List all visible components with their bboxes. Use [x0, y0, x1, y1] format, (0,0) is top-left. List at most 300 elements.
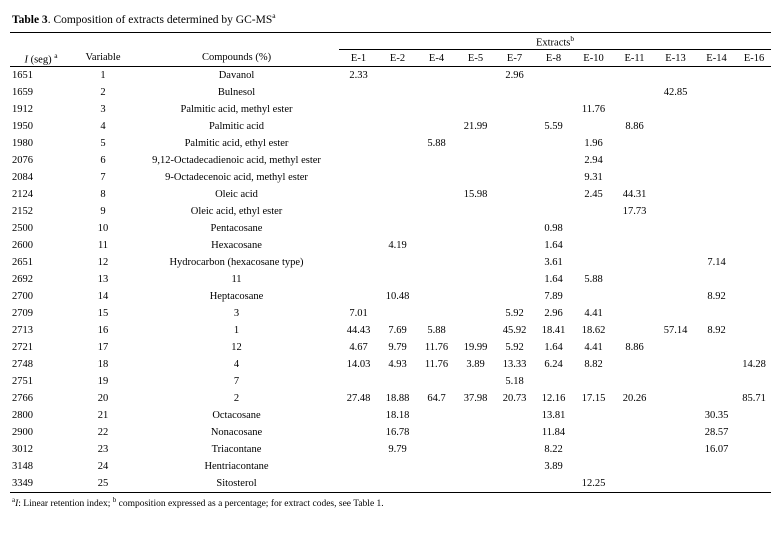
cell-value-e-4 — [417, 288, 456, 305]
cell-value-e-13 — [655, 101, 696, 118]
cell-value-e-1 — [339, 458, 378, 475]
cell-value-e-7: 5.92 — [505, 342, 524, 354]
cell-value-e-16 — [737, 254, 771, 271]
table-row — [10, 424, 771, 441]
cell-compound: Palmitic acid, methyl ester — [180, 103, 293, 115]
cell-value-e-11: 44.31 — [622, 189, 647, 201]
cell-value-e-2 — [378, 67, 417, 85]
cell-value-e-8: 18.41 — [541, 325, 566, 337]
cell-value-e-2 — [378, 84, 417, 101]
cell-variable: 4 — [100, 121, 106, 133]
cell-value-e-16 — [737, 441, 771, 458]
cell-value-e-1 — [339, 237, 378, 254]
cell-value-e-1 — [339, 152, 378, 169]
cell-value-e-11 — [614, 152, 655, 169]
cell-compound: Hydrocarbon (hexacosane type) — [169, 256, 304, 268]
cell-variable: 7 — [100, 172, 106, 184]
header-extract-e-11: E-11 — [614, 50, 655, 67]
cell-value-e-5 — [456, 373, 495, 390]
header-extract-e-5: E-5 — [456, 50, 495, 67]
cell-retention-index: 2152 — [12, 206, 33, 218]
cell-variable: 17 — [97, 342, 109, 354]
cell-value-e-8: 1.64 — [544, 342, 563, 354]
cell-compound: Davanol — [218, 69, 255, 81]
cell-value-e-7 — [495, 118, 534, 135]
cell-value-e-8: 0.98 — [544, 223, 563, 235]
cell-value-e-11: 8.86 — [625, 342, 644, 354]
cell-value-e-7 — [495, 84, 534, 101]
cell-value-e-2 — [378, 254, 417, 271]
cell-value-e-11 — [614, 424, 655, 441]
header-extract-e-1: E-1 — [339, 50, 378, 67]
table-row — [10, 254, 771, 271]
cell-value-e-13 — [655, 339, 696, 356]
cell-value-e-14 — [696, 390, 737, 407]
cell-value-e-5 — [456, 220, 495, 237]
cell-value-e-4 — [417, 118, 456, 135]
cell-value-e-1: 14.03 — [346, 359, 371, 371]
cell-value-e-10: 2.94 — [584, 155, 603, 167]
table-row — [10, 390, 771, 407]
cell-value-e-4 — [417, 373, 456, 390]
cell-value-e-10: 4.41 — [584, 342, 603, 354]
table-row — [10, 220, 771, 237]
cell-value-e-7 — [495, 152, 534, 169]
cell-value-e-16 — [737, 271, 771, 288]
cell-variable: 10 — [97, 223, 109, 235]
cell-value-e-10 — [573, 237, 614, 254]
cell-value-e-16 — [737, 169, 771, 186]
cell-value-e-1 — [339, 475, 378, 493]
cell-value-e-16 — [737, 152, 771, 169]
header-spacer — [10, 32, 339, 50]
table-row — [10, 373, 771, 390]
cell-value-e-13 — [655, 288, 696, 305]
cell-value-e-8: 1.64 — [544, 274, 563, 286]
cell-value-e-10: 11.76 — [581, 104, 606, 116]
cell-value-e-4 — [417, 220, 456, 237]
cell-retention-index: 3148 — [12, 461, 33, 473]
cell-value-e-13 — [655, 305, 696, 322]
header-extract-e-2: E-2 — [378, 50, 417, 67]
cell-variable: 6 — [100, 155, 106, 167]
cell-value-e-11 — [614, 237, 655, 254]
cell-value-e-4 — [417, 203, 456, 220]
cell-value-e-7: 5.18 — [505, 376, 524, 388]
cell-value-e-8: 3.61 — [544, 257, 563, 269]
cell-value-e-8 — [534, 67, 573, 85]
cell-value-e-16 — [737, 101, 771, 118]
cell-value-e-14 — [696, 237, 737, 254]
cell-value-e-10: 17.15 — [581, 393, 606, 405]
cell-compound: Pentacosane — [210, 222, 263, 234]
cell-value-e-13 — [655, 407, 696, 424]
cell-value-e-4 — [417, 101, 456, 118]
cell-value-e-2 — [378, 203, 417, 220]
cell-value-e-16: 85.71 — [742, 393, 766, 405]
cell-value-e-16 — [737, 288, 771, 305]
cell-value-e-4 — [417, 84, 456, 101]
cell-retention-index: 1950 — [12, 121, 33, 133]
cell-variable: 24 — [97, 461, 109, 473]
cell-value-e-13 — [655, 152, 696, 169]
cell-compound: 3 — [233, 307, 240, 319]
cell-value-e-7 — [495, 220, 534, 237]
cell-value-e-13 — [655, 356, 696, 373]
cell-value-e-1: 44.43 — [346, 325, 371, 337]
cell-value-e-5: 37.98 — [463, 393, 488, 405]
cell-compound: Octacosane — [212, 409, 261, 421]
cell-retention-index: 2900 — [12, 427, 33, 439]
cell-value-e-4 — [417, 475, 456, 493]
cell-value-e-14 — [696, 356, 737, 373]
cell-value-e-8 — [534, 152, 573, 169]
cell-value-e-1 — [339, 254, 378, 271]
cell-retention-index: 1659 — [12, 87, 33, 99]
cell-value-e-4 — [417, 424, 456, 441]
cell-value-e-5 — [456, 288, 495, 305]
cell-value-e-4 — [417, 169, 456, 186]
cell-retention-index: 2692 — [12, 274, 33, 286]
cell-value-e-11: 20.26 — [622, 393, 647, 405]
cell-value-e-16 — [737, 475, 771, 493]
cell-value-e-14 — [696, 203, 737, 220]
cell-value-e-10: 12.25 — [573, 475, 614, 493]
cell-variable: 13 — [97, 274, 109, 286]
cell-value-e-1 — [339, 271, 378, 288]
cell-variable: 9 — [100, 206, 106, 218]
cell-compound: Triacontane — [211, 443, 262, 455]
cell-value-e-1 — [339, 186, 378, 203]
cell-value-e-10: 9.31 — [584, 172, 603, 184]
cell-value-e-1 — [339, 118, 378, 135]
cell-value-e-11 — [614, 441, 655, 458]
cell-variable: 11 — [97, 240, 109, 252]
cell-compound: Oleic acid — [215, 188, 258, 200]
table-footnote: $^a$I: Linear retention index; $^b$ composition expressed as a percentage; for extract codes, see Table 1. — [12, 496, 384, 510]
table-row — [10, 475, 771, 493]
cell-retention-index: 2800 — [12, 410, 33, 422]
cell-compound: Palmitic acid, ethyl ester — [184, 137, 289, 149]
cell-value-e-1 — [339, 203, 378, 220]
cell-retention-index: 2600 — [12, 240, 33, 252]
cell-compound: Bulnesol — [217, 86, 256, 98]
cell-value-e-16: 14.28 — [742, 359, 766, 371]
gc-ms-composition-table — [10, 32, 771, 494]
cell-value-e-4 — [417, 186, 456, 203]
cell-value-e-13 — [655, 203, 696, 220]
cell-value-e-13 — [655, 237, 696, 254]
cell-value-e-5 — [456, 475, 495, 493]
cell-value-e-11 — [614, 356, 655, 373]
extracts-footnote-marker: b — [570, 33, 575, 43]
cell-value-e-7: 45.92 — [502, 325, 527, 337]
cell-value-e-4 — [417, 254, 456, 271]
cell-value-e-14 — [696, 271, 737, 288]
cell-variable: 14 — [97, 291, 109, 303]
cell-value-e-7: 5.92 — [505, 308, 524, 320]
cell-value-e-8 — [534, 135, 573, 152]
cell-compound: Palmitic acid — [208, 120, 265, 132]
cell-compound: Sitosterol — [134, 475, 339, 493]
cell-value-e-16 — [737, 186, 771, 203]
cell-value-e-8 — [534, 203, 573, 220]
cell-compound: 1 — [233, 324, 240, 336]
cell-value-e-2 — [378, 458, 417, 475]
header-extract-e-7: E-7 — [495, 50, 534, 67]
cell-variable: 1 — [100, 70, 106, 82]
cell-compound: Nonacosane — [210, 426, 263, 438]
cell-value-e-16 — [737, 220, 771, 237]
cell-value-e-5 — [456, 135, 495, 152]
cell-value-e-10: 5.88 — [584, 274, 603, 286]
cell-value-e-1: 27.48 — [346, 393, 371, 405]
cell-value-e-14 — [696, 305, 737, 322]
table-row — [10, 356, 771, 373]
cell-value-e-2 — [378, 135, 417, 152]
cell-value-e-7 — [495, 186, 534, 203]
cell-retention-index: 2713 — [12, 325, 33, 337]
cell-value-e-8: 12.16 — [541, 393, 566, 405]
table-row — [10, 152, 771, 169]
cell-value-e-14 — [696, 220, 737, 237]
cell-value-e-7 — [495, 237, 534, 254]
cell-value-e-4 — [417, 407, 456, 424]
cell-value-e-7: 20.73 — [502, 393, 527, 405]
cell-value-e-14 — [696, 67, 737, 85]
cell-value-e-13 — [655, 254, 696, 271]
cell-value-e-5 — [456, 458, 495, 475]
cell-variable: 23 — [97, 444, 109, 456]
cell-value-e-13 — [655, 373, 696, 390]
cell-compound: 9,12-Octadecadienoic acid, methyl ester — [152, 154, 321, 166]
cell-value-e-2: 7.69 — [388, 325, 407, 337]
cell-value-e-11 — [614, 475, 655, 493]
cell-value-e-14: 30.35 — [704, 410, 729, 422]
cell-value-e-10 — [573, 407, 614, 424]
cell-value-e-4 — [417, 67, 456, 85]
cell-value-e-8: 11.84 — [541, 427, 566, 439]
cell-value-e-2 — [378, 305, 417, 322]
table-row — [10, 458, 771, 475]
table-caption — [12, 11, 771, 28]
cell-compound: 2 — [233, 392, 240, 404]
cell-value-e-2 — [378, 475, 417, 493]
cell-value-e-5 — [456, 203, 495, 220]
header-variable: Variable — [72, 50, 134, 67]
cell-value-e-11 — [614, 135, 655, 152]
cell-retention-index: 2651 — [12, 257, 33, 269]
cell-value-e-4: 64.7 — [427, 393, 446, 405]
cell-value-e-14 — [696, 169, 737, 186]
header-retention-index: I (seg) $^a$ — [10, 50, 72, 67]
cell-value-e-2 — [378, 152, 417, 169]
cell-value-e-11 — [614, 305, 655, 322]
cell-value-e-8 — [534, 169, 573, 186]
cell-retention-index: 2709 — [12, 308, 33, 320]
cell-value-e-2: 18.88 — [385, 393, 410, 405]
cell-value-e-4: 5.88 — [427, 325, 446, 337]
cell-value-e-14 — [696, 373, 737, 390]
cell-value-e-8: 2.96 — [544, 308, 563, 320]
cell-value-e-7 — [495, 254, 534, 271]
cell-value-e-1 — [339, 220, 378, 237]
cell-retention-index: 2500 — [12, 223, 33, 235]
cell-value-e-14: 8.92 — [707, 291, 726, 303]
table-caption-label: Table 3 — [12, 13, 48, 26]
cell-value-e-11 — [614, 288, 655, 305]
cell-value-e-11 — [614, 67, 655, 85]
cell-value-e-4 — [417, 441, 456, 458]
cell-value-e-16 — [737, 67, 771, 85]
cell-value-e-5 — [456, 84, 495, 101]
cell-value-e-10: 2.45 — [584, 189, 603, 201]
cell-value-e-16 — [737, 84, 771, 101]
cell-variable: 5 — [100, 138, 106, 150]
cell-value-e-14 — [696, 118, 737, 135]
cell-value-e-14: 16.07 — [704, 444, 729, 456]
cell-value-e-5 — [456, 424, 495, 441]
cell-value-e-7 — [495, 441, 534, 458]
cell-value-e-14: 8.92 — [707, 325, 726, 337]
cell-value-e-1 — [339, 169, 378, 186]
cell-compound: 4 — [233, 358, 240, 370]
table-row — [10, 339, 771, 356]
cell-compound: Oleic acid, ethyl ester — [190, 205, 283, 217]
cell-value-e-14 — [696, 84, 737, 101]
cell-value-e-1 — [339, 101, 378, 118]
header-extract-e-16: E-16 — [737, 50, 771, 67]
cell-value-e-1 — [339, 441, 378, 458]
cell-value-e-16 — [737, 407, 771, 424]
cell-value-e-14 — [696, 458, 737, 475]
cell-value-e-5 — [456, 67, 495, 85]
cell-value-e-7 — [495, 475, 534, 493]
cell-value-e-4: 11.76 — [424, 359, 449, 371]
cell-variable: 22 — [97, 427, 109, 439]
table-row — [10, 288, 771, 305]
cell-compound: Hexacosane — [211, 239, 262, 251]
cell-value-e-2 — [378, 169, 417, 186]
cell-variable: 16 — [97, 325, 109, 337]
cell-value-e-8: 7.89 — [544, 291, 563, 303]
cell-value-e-5: 15.98 — [463, 189, 488, 201]
table-header-group-row — [10, 32, 771, 50]
cell-value-e-5 — [456, 152, 495, 169]
cell-value-e-2: 4.93 — [388, 359, 407, 371]
cell-value-e-10 — [573, 254, 614, 271]
cell-value-e-5 — [456, 254, 495, 271]
cell-value-e-2: 9.79 — [388, 444, 407, 456]
table-header-columns-row — [10, 50, 771, 67]
cell-value-e-4: 5.88 — [427, 138, 446, 150]
cell-variable: 8 — [100, 189, 106, 201]
cell-value-e-16 — [737, 322, 771, 339]
table-row — [10, 203, 771, 220]
cell-value-e-10 — [573, 424, 614, 441]
cell-value-e-4 — [417, 152, 456, 169]
table-row — [10, 441, 771, 458]
cell-value-e-7 — [495, 458, 534, 475]
cell-value-e-13: 42.85 — [663, 87, 688, 99]
cell-retention-index: 3349 — [10, 475, 72, 493]
cell-value-e-10 — [573, 84, 614, 101]
cell-value-e-16 — [737, 118, 771, 135]
table-caption-footnote-marker: a — [272, 11, 276, 20]
cell-value-e-2 — [378, 186, 417, 203]
cell-retention-index: 2124 — [12, 189, 33, 201]
cell-value-e-5: 19.99 — [463, 342, 488, 354]
cell-value-e-14 — [696, 186, 737, 203]
cell-value-e-16 — [737, 135, 771, 152]
cell-value-e-11: 17.73 — [622, 206, 647, 218]
cell-value-e-16 — [737, 339, 771, 356]
cell-retention-index: 2721 — [12, 342, 33, 354]
cell-value-e-2 — [378, 373, 417, 390]
table-row — [10, 322, 771, 339]
cell-value-e-1: 4.67 — [349, 342, 368, 354]
cell-value-e-13 — [655, 186, 696, 203]
cell-value-e-14 — [696, 475, 737, 493]
cell-value-e-11: 8.86 — [625, 121, 644, 133]
cell-value-e-16 — [737, 424, 771, 441]
cell-value-e-4: 11.76 — [424, 342, 449, 354]
header-compounds: Compounds (%) — [134, 50, 339, 67]
cell-value-e-8 — [534, 373, 573, 390]
cell-variable: 20 — [97, 393, 109, 405]
cell-value-e-8 — [534, 101, 573, 118]
cell-value-e-10: 4.41 — [584, 308, 603, 320]
cell-value-e-13 — [655, 169, 696, 186]
cell-value-e-7 — [495, 288, 534, 305]
cell-value-e-8 — [534, 186, 573, 203]
cell-value-e-8: 3.89 — [544, 461, 563, 473]
cell-value-e-4 — [417, 458, 456, 475]
cell-retention-index: 2748 — [12, 359, 33, 371]
cell-value-e-13: 57.14 — [663, 325, 688, 337]
cell-value-e-14: 28.57 — [704, 427, 729, 439]
cell-value-e-11 — [614, 373, 655, 390]
cell-compound: 12 — [231, 341, 242, 353]
cell-value-e-7 — [495, 271, 534, 288]
cell-value-e-2: 9.79 — [388, 342, 407, 354]
table-row — [10, 101, 771, 118]
cell-value-e-16 — [737, 203, 771, 220]
cell-value-e-10: 1.96 — [584, 138, 603, 150]
cell-variable: 3 — [100, 104, 106, 116]
cell-value-e-10 — [573, 458, 614, 475]
cell-value-e-2 — [378, 101, 417, 118]
cell-value-e-5 — [456, 169, 495, 186]
cell-value-e-11 — [614, 169, 655, 186]
cell-value-e-1 — [339, 84, 378, 101]
cell-value-e-8: 1.64 — [544, 240, 563, 252]
cell-value-e-8: 8.22 — [544, 444, 563, 456]
cell-value-e-7 — [495, 169, 534, 186]
cell-value-e-7 — [495, 203, 534, 220]
cell-value-e-10 — [573, 203, 614, 220]
cell-compound: 9-Octadecenoic acid, methyl ester — [165, 171, 308, 183]
cell-value-e-14 — [696, 152, 737, 169]
cell-value-e-2: 10.48 — [385, 291, 410, 303]
cell-value-e-11 — [614, 407, 655, 424]
cell-retention-index: 1912 — [12, 104, 33, 116]
cell-value-e-7 — [495, 135, 534, 152]
cell-value-e-16 — [737, 373, 771, 390]
cell-value-e-10 — [573, 373, 614, 390]
cell-value-e-7: 13.33 — [502, 359, 527, 371]
cell-value-e-13 — [655, 271, 696, 288]
